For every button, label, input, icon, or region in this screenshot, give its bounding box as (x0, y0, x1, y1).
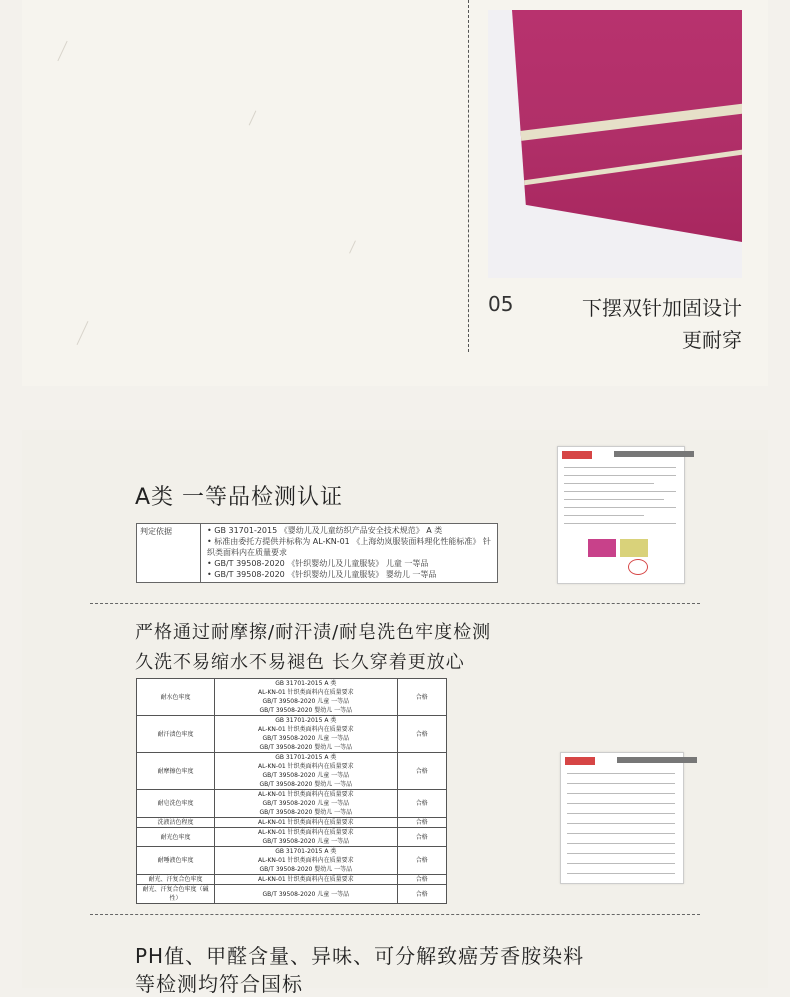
test-standards (215, 847, 398, 875)
chem-subheading: 等检测均符合国标 (135, 972, 303, 996)
test-result: 合格 (397, 818, 446, 828)
test-standards (215, 875, 398, 885)
test-item: 耐皂洗色牢度 (137, 790, 215, 818)
sleeve-hem-photo (488, 10, 742, 278)
standard-line: GB 31701-2015 A 类 (275, 717, 337, 724)
standard-line: GB 31701-2015 A 类 (275, 848, 337, 855)
grade-line: • GB/T 39508-2020 《针织婴幼儿及儿童服装》 婴幼儿 一等品 (207, 570, 437, 579)
table-row (137, 679, 447, 716)
standard-line: AL-KN-01 针织类面料内在质量要求 (257, 819, 354, 826)
table-row (137, 885, 447, 904)
standard-line: GB/T 39508-2020 儿童 一等品 (262, 772, 350, 779)
sample-swatch (620, 539, 648, 557)
grade-basis-table (136, 523, 498, 583)
test-item: 耐唾液色牢度 (137, 847, 215, 875)
standard-line: GB/T 39508-2020 婴幼儿 一等品 (259, 809, 353, 816)
test-standards (215, 818, 398, 828)
fastness-subheading: 久洗不易缩水不易褪色 长久穿着更放心 (135, 652, 465, 673)
standard-line: GB/T 39508-2020 婴幼儿 一等品 (259, 781, 353, 788)
texture-fiber (249, 111, 257, 126)
standard-line: GB/T 39508-2020 婴幼儿 一等品 (259, 744, 353, 751)
fastness-heading: 严格通过耐摩擦/耐汗渍/耐皂洗色牢度检测 (135, 622, 492, 643)
standard-line: GB/T 39508-2020 儿童 一等品 (262, 890, 350, 898)
test-item: 耐光色牢度 (137, 828, 215, 847)
table-row (137, 847, 447, 875)
cert-logo (565, 757, 595, 765)
standard-line: AL-KN-01 针织类面料内在质量要求 (257, 876, 354, 883)
standard-line: AL-KN-01 针织类面料内在质量要求 (257, 726, 354, 733)
sample-swatch (588, 539, 616, 557)
certificate-image (560, 752, 684, 884)
grade-heading: A类 一等品检测认证 (135, 485, 344, 510)
cert-header (614, 451, 694, 457)
test-item: 耐光、汗复合色牢度 (137, 875, 215, 885)
grade-line: • GB 31701-2015 《婴幼儿及儿童纺织产品安全技术规范》 A 类 (207, 526, 443, 535)
chem-heading: PH值、甲醛含量、异味、可分解致癌芳香胺染料 (135, 944, 585, 968)
test-result: 合格 (397, 753, 446, 790)
test-item: 耐汗渍色牢度 (137, 716, 215, 753)
test-item: 耐摩擦色牢度 (137, 753, 215, 790)
texture-fiber (349, 240, 356, 253)
table-row (137, 753, 447, 790)
standard-line: AL-KN-01 针织类面料内在质量要求 (257, 857, 354, 864)
seal-stamp (628, 559, 648, 575)
grade-line: • 标准由委托方提供并标称为 AL-KN-01 《上海幼岚服装面料理化性能标准》 针织类面料内在质量要求 (207, 537, 491, 557)
feature-number: 05 (488, 292, 514, 316)
test-result: 合格 (397, 847, 446, 875)
cert-header (617, 757, 697, 763)
test-standards (215, 790, 398, 818)
standard-line: GB 31701-2015 A 类 (275, 754, 337, 761)
feature-caption-sub: 更耐穿 (682, 328, 742, 352)
test-result: 合格 (397, 679, 446, 716)
texture-fiber (57, 41, 67, 61)
texture-fiber (77, 321, 89, 345)
test-result: 合格 (397, 828, 446, 847)
standard-line: GB/T 39508-2020 儿童 一等品 (262, 735, 350, 742)
test-standards (215, 828, 398, 847)
hem-stripe (512, 146, 742, 187)
standard-line: GB/T 39508-2020 儿童 一等品 (262, 800, 350, 807)
table-row (137, 828, 447, 847)
standard-line: GB/T 39508-2020 婴幼儿 一等品 (259, 866, 353, 873)
standard-line: AL-KN-01 针织类面料内在质量要求 (257, 829, 354, 836)
section-divider (90, 603, 700, 604)
test-result: 合格 (397, 790, 446, 818)
divider-line (468, 0, 469, 352)
test-result: 合格 (397, 885, 446, 904)
standard-line: GB 31701-2015 A 类 (275, 680, 337, 687)
test-standards (215, 716, 398, 753)
table-row (137, 875, 447, 885)
test-result: 合格 (397, 875, 446, 885)
standard-line: AL-KN-01 针织类面料内在质量要求 (257, 763, 354, 770)
standard-line: AL-KN-01 针织类面料内在质量要求 (257, 689, 354, 696)
fastness-table (136, 678, 447, 904)
test-standards (215, 885, 398, 904)
grade-line: • GB/T 39508-2020 《针织婴幼儿及儿童服装》 儿童 一等品 (207, 559, 429, 568)
sleeve-fabric (512, 10, 742, 242)
test-item: 耐水色牢度 (137, 679, 215, 716)
standard-line: GB/T 39508-2020 儿童 一等品 (262, 838, 350, 845)
test-standards (215, 679, 398, 716)
grade-basis-label: 判定依据 (137, 524, 201, 582)
table-row (137, 818, 447, 828)
standard-line: GB/T 39508-2020 儿童 一等品 (262, 698, 350, 705)
test-item: 耐光、汗复合色牢度（碱性） (137, 885, 215, 904)
grade-basis-lines (207, 525, 492, 580)
standard-line: AL-KN-01 针织类面料内在质量要求 (257, 791, 354, 798)
feature-caption: 下摆双针加固设计 (582, 296, 742, 320)
test-item: 洗液沾色程度 (137, 818, 215, 828)
test-result: 合格 (397, 716, 446, 753)
hem-stripe (511, 100, 742, 142)
cert-logo (562, 451, 592, 459)
section-divider (90, 914, 700, 915)
table-row (137, 716, 447, 753)
certificate-image (557, 446, 685, 584)
table-row (137, 790, 447, 818)
test-standards (215, 753, 398, 790)
standard-line: GB/T 39508-2020 婴幼儿 一等品 (259, 707, 353, 714)
